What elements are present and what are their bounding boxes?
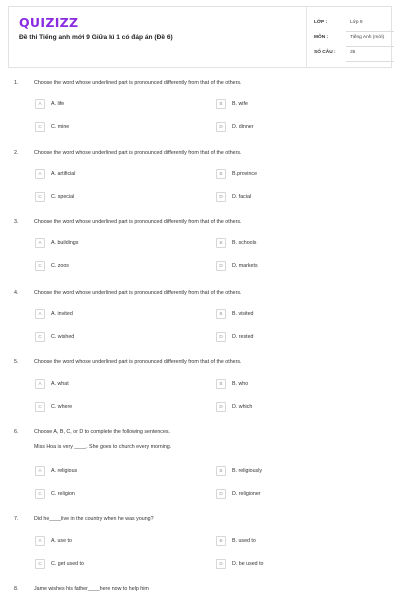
option-text: D. dinner [232, 124, 254, 130]
question-number: 4. [14, 290, 19, 296]
question-text: Choose the word whose underlined part is pronounced differently from that of the others. [34, 219, 242, 225]
option-letter: C [35, 402, 45, 412]
option-letter: B [216, 238, 226, 248]
option-letter: D [216, 489, 226, 499]
option-text: C. mine [51, 124, 70, 130]
option-c[interactable] [35, 122, 185, 132]
option-text: B. wife [232, 101, 248, 107]
option-text: D. facial [232, 194, 252, 200]
option-b[interactable] [216, 99, 366, 109]
option-letter: B [216, 536, 226, 546]
meta-class [314, 17, 394, 33]
option-a[interactable] [35, 238, 185, 248]
option-letter: A [35, 309, 45, 319]
option-letter: A [35, 238, 45, 248]
option-d[interactable] [216, 402, 366, 412]
option-letter: B [216, 379, 226, 389]
option-letter: D [216, 192, 226, 202]
option-letter: C [35, 332, 45, 342]
meta-divider [306, 7, 307, 67]
option-c[interactable] [35, 489, 185, 499]
option-text: B. schools [232, 240, 257, 246]
question-number: 3. [14, 219, 19, 225]
meta-subject-value: Tiếng Anh (mới) [350, 35, 385, 40]
meta-class-value: Lớp 9 [350, 20, 363, 25]
option-b[interactable] [216, 238, 366, 248]
option-text: D. rested [232, 334, 254, 340]
option-a[interactable] [35, 379, 185, 389]
question-subtext: Miss Hoa is very ____. She goes to church every morning. [34, 444, 172, 450]
option-text: A. buildings [51, 240, 79, 246]
question-number: 6. [14, 429, 19, 435]
option-text: C. where [51, 404, 73, 410]
option-text: C. get used to [51, 561, 84, 567]
option-letter: C [35, 489, 45, 499]
option-letter: D [216, 559, 226, 569]
option-text: C. special [51, 194, 75, 200]
option-d[interactable] [216, 559, 366, 569]
option-text: D. markets [232, 263, 258, 269]
option-text: D. be used to [232, 561, 264, 567]
option-letter: D [216, 122, 226, 132]
option-text: A. life [51, 101, 65, 107]
option-letter: C [35, 261, 45, 271]
question-number: 5. [14, 359, 19, 365]
meta-subject-label: MÔN : [314, 35, 329, 40]
option-text: B. visited [232, 311, 254, 317]
option-a[interactable] [35, 309, 185, 319]
meta-subject [314, 32, 394, 48]
option-c[interactable] [35, 332, 185, 342]
option-letter: A [35, 379, 45, 389]
option-text: B. who [232, 381, 249, 387]
option-c[interactable] [35, 402, 185, 412]
option-letter: A [35, 99, 45, 109]
option-text: B. religiously [232, 468, 263, 474]
question-text: Jame wishes his father____here now to help him [34, 586, 149, 592]
question-number: 1. [14, 80, 19, 86]
meta-line [346, 61, 394, 62]
option-letter: A [35, 169, 45, 179]
option-letter: B [216, 309, 226, 319]
option-d[interactable] [216, 332, 366, 342]
option-letter: B [216, 169, 226, 179]
option-d[interactable] [216, 489, 366, 499]
option-text: A. religious [51, 468, 78, 474]
question-number: 8. [14, 586, 19, 592]
option-b[interactable] [216, 169, 366, 179]
question-text: Choose the word whose underlined part is pronounced differently from that of the others. [34, 80, 242, 86]
meta-count-value: 35 [350, 50, 356, 55]
option-text: A. what [51, 381, 69, 387]
option-letter: C [35, 122, 45, 132]
option-text: A. use to [51, 538, 72, 544]
option-text: A. artificial [51, 171, 76, 177]
option-letter: D [216, 332, 226, 342]
option-c[interactable] [35, 559, 185, 569]
option-text: B. used to [232, 538, 256, 544]
option-text: D. which [232, 404, 253, 410]
option-letter: B [216, 466, 226, 476]
meta-class-label: LỚP : [314, 20, 328, 25]
option-letter: A [35, 466, 45, 476]
option-b[interactable] [216, 379, 366, 389]
option-a[interactable] [35, 99, 185, 109]
option-a[interactable] [35, 169, 185, 179]
meta-count-label: SỐ CÂU : [314, 50, 336, 55]
option-d[interactable] [216, 192, 366, 202]
option-d[interactable] [216, 261, 366, 271]
meta-count [314, 47, 394, 63]
option-letter: D [216, 402, 226, 412]
option-letter: B [216, 99, 226, 109]
question-text: Choose A, B, C, or D to complete the following sentences. [34, 429, 171, 435]
option-c[interactable] [35, 261, 185, 271]
option-letter: A [35, 536, 45, 546]
page-title: Đề thi Tiếng anh mới 9 Giữa kì 1 có đáp án (Đề 6) [19, 34, 173, 41]
question-text: Choose the word whose underlined part is pronounced differently from that of the others. [34, 359, 242, 365]
option-text: D. religioner [232, 491, 261, 497]
option-text: C. religion [51, 491, 75, 497]
header-box [8, 6, 392, 68]
option-a[interactable] [35, 536, 185, 546]
option-letter: D [216, 261, 226, 271]
option-b[interactable] [216, 536, 366, 546]
option-c[interactable] [35, 192, 185, 202]
question-text: Choose the word whose underlined part is pronounced differently from that of the others. [34, 290, 242, 296]
question-number: 2. [14, 150, 19, 156]
option-letter: C [35, 559, 45, 569]
quizizz-logo: QUIZIZZ [19, 15, 79, 30]
question-text: Did he____live in the country when he was young? [34, 516, 154, 522]
option-text: C. wished [51, 334, 75, 340]
option-text: B.province [232, 171, 258, 177]
option-d[interactable] [216, 122, 366, 132]
question-number: 7. [14, 516, 19, 522]
option-a[interactable] [35, 466, 185, 476]
option-text: C. zoos [51, 263, 69, 269]
option-letter: C [35, 192, 45, 202]
question-text: Choose the word whose underlined part is pronounced differently from that of the others. [34, 150, 242, 156]
option-b[interactable] [216, 466, 366, 476]
option-text: A. invited [51, 311, 73, 317]
option-b[interactable] [216, 309, 366, 319]
